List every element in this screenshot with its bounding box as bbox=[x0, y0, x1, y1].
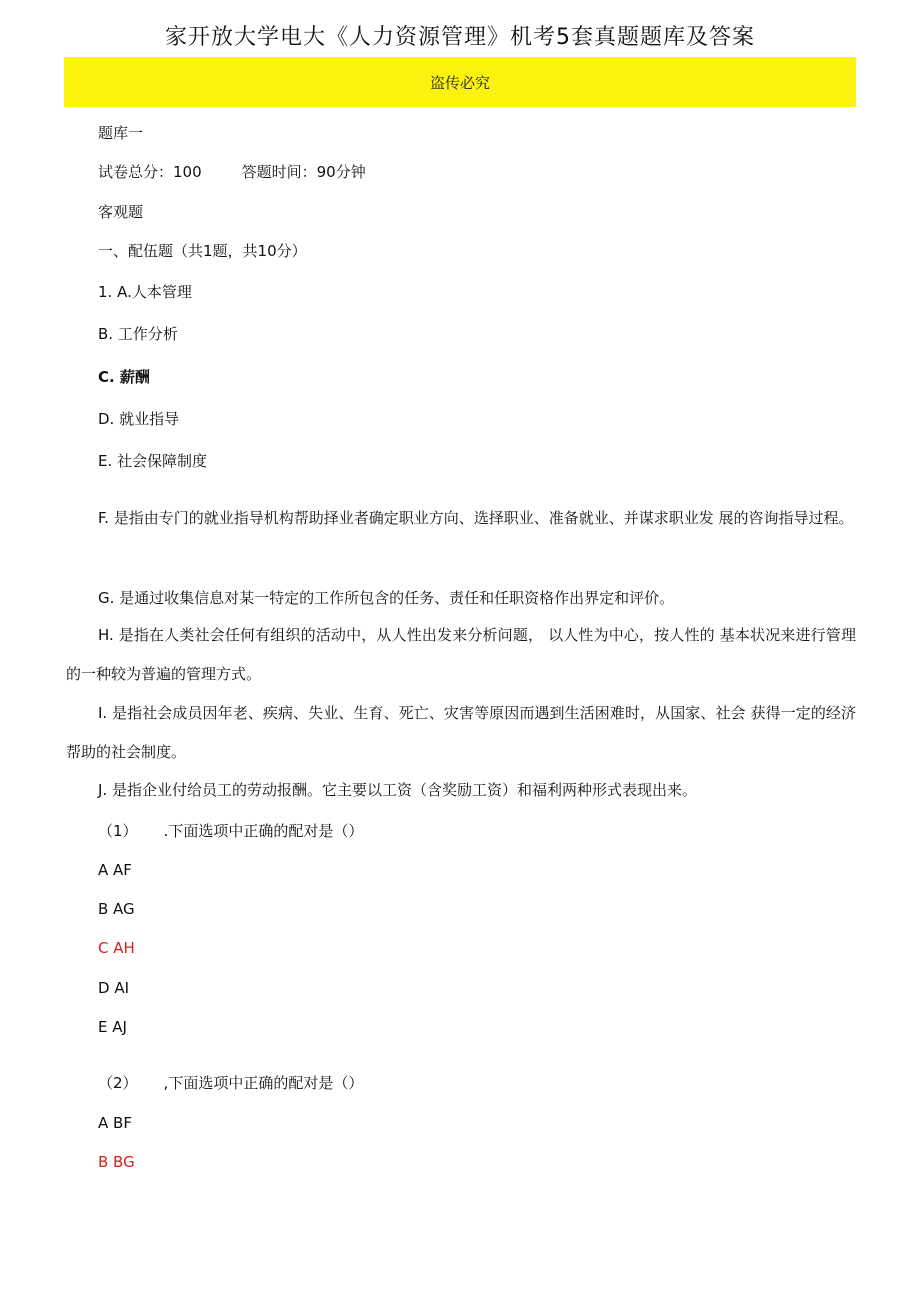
choice-item: E AJ bbox=[98, 1018, 127, 1036]
section-objective: 客观题 bbox=[98, 203, 144, 221]
definition-paragraph: I. 是指社会成员因年老、疾病、失业、生育、死亡、灾害等原因而遇到生活困难时，从国家、社会 获得一定的经济帮助的社会制度。 bbox=[66, 704, 856, 761]
answer-time: 答题时间：90分钟 bbox=[241, 163, 366, 181]
option-item: C. 薪酬 bbox=[98, 368, 150, 386]
option-item: E. 社会保障制度 bbox=[98, 452, 208, 470]
definition-paragraph: F. 是指由专门的就业指导机构帮助择业者确定职业方向、选择职业、准备就业、并谋求职业发 展的咨询指导过程。 bbox=[98, 509, 854, 527]
bank-label: 题库一 bbox=[98, 124, 144, 142]
option-item: 1. A.人本管理 bbox=[98, 283, 192, 301]
document-title: 家开放大学电大《人力资源管理》机考5套真题题库及答案 bbox=[165, 25, 755, 50]
question-number: （1） bbox=[98, 822, 138, 840]
definition-paragraph: H. 是指在人类社会任何有组织的活动中，从人性出发来分析问题， 以人性为中心，按人性的 基本状况来进行管理的一种较为普遍的管理方式。 bbox=[66, 626, 856, 683]
question-1 bbox=[98, 820, 363, 842]
option-item: D. 就业指导 bbox=[98, 410, 180, 428]
choice-item: D AI bbox=[98, 979, 130, 997]
total-score: 试卷总分：100 bbox=[98, 163, 202, 181]
section-matching: 一、配伍题（共1题，共10分） bbox=[98, 242, 307, 260]
choice-item: A AF bbox=[98, 861, 132, 879]
banner-text: 盗传必究 bbox=[429, 73, 490, 92]
choice-item: A BF bbox=[98, 1114, 132, 1132]
piracy-banner bbox=[64, 57, 856, 107]
question-number: （2） bbox=[98, 1074, 138, 1092]
option-item: B. 工作分析 bbox=[98, 325, 178, 343]
correct-choice: B BG bbox=[98, 1153, 135, 1171]
exam-meta bbox=[98, 161, 366, 183]
correct-choice: C AH bbox=[98, 939, 135, 957]
definition-paragraph: J. 是指企业付给员工的劳动报酬。它主要以工资（含奖励工资）和福利两种形式表现出来。 bbox=[98, 781, 697, 799]
definition-paragraph: G. 是通过收集信息对某一特定的工作所包含的任务、责任和任职资格作出界定和评价。 bbox=[98, 589, 675, 607]
question-text: .下面选项中正确的配对是（） bbox=[163, 822, 364, 840]
choice-item: B AG bbox=[98, 900, 135, 918]
question-text: ,下面选项中正确的配对是（） bbox=[163, 1074, 364, 1092]
question-2 bbox=[98, 1072, 363, 1094]
